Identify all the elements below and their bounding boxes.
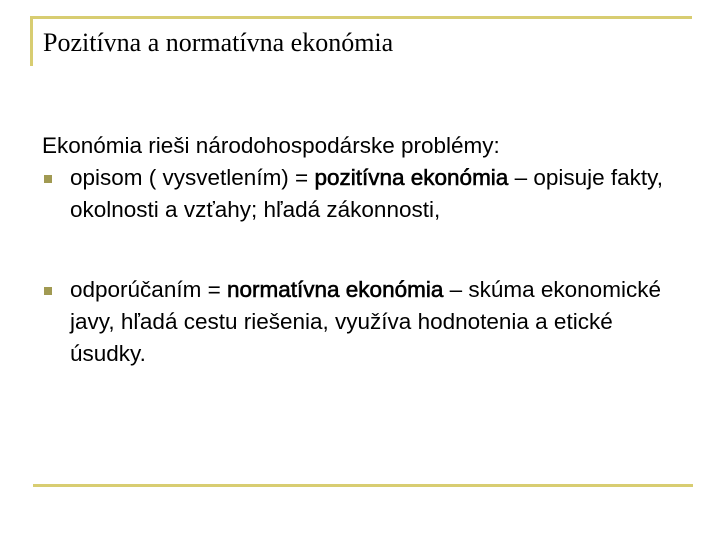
bullet-lead: opisom ( vysvetlením) = <box>70 165 315 190</box>
square-bullet-icon <box>44 287 52 295</box>
bullet-item-positive <box>42 162 692 226</box>
square-bullet-icon <box>44 175 52 183</box>
bullet-item-normative <box>42 274 692 370</box>
bullet-rest: – skúma ekonomické javy, hľadá cestu riešenia, využíva hodnotenia a etické úsudky. <box>70 277 661 366</box>
intro-text: Ekonómia rieši národohospodárske problémy: <box>42 133 500 158</box>
title-frame-top-rule <box>30 16 692 19</box>
bullet-rest: – opisuje fakty, okolnosti a vzťahy; hľadá zákonnosti, <box>70 165 663 222</box>
bullet-term: pozitívna ekonómia <box>314 165 509 190</box>
bullet-term: normatívna ekonómia <box>226 277 444 302</box>
title-frame-left-rule <box>30 16 33 66</box>
bullet-lead: odporúčaním = <box>70 277 227 302</box>
slide-body <box>42 130 692 370</box>
footer-rule <box>33 484 693 487</box>
bullet-list <box>42 162 692 370</box>
slide-title: Pozitívna a normatívna ekonómia <box>43 28 394 57</box>
